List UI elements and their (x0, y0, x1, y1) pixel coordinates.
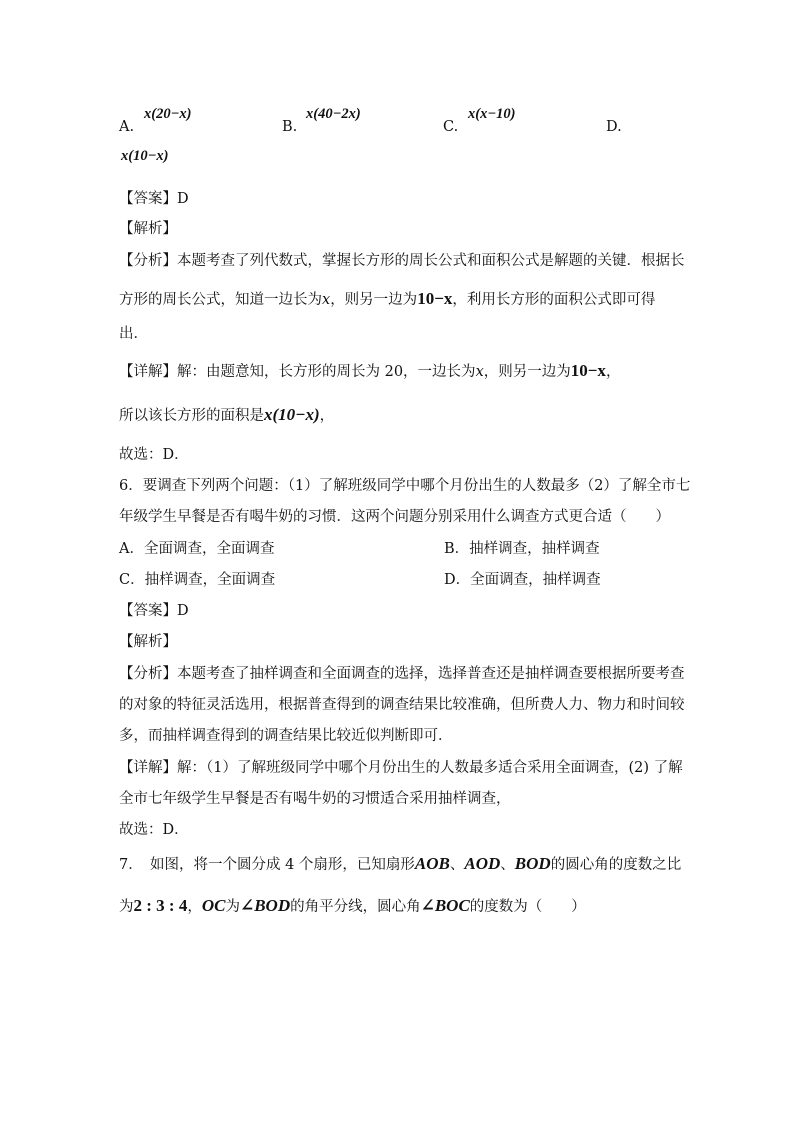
q6-analysis-line-2: 的对象的特征灵活选用，根据普查得到的调查结果比较准确，但所费人力、物力和时间较 (119, 697, 685, 713)
q6-option-d: D．全面调查，抽样调查 (444, 572, 601, 588)
q7-stem-line-1 (119, 853, 681, 874)
sector-aod: AOD (464, 854, 501, 873)
separator: 、 (500, 857, 515, 873)
separator: 、 (449, 857, 465, 873)
q6-option-c: C．抽样调查，全面调查 (119, 572, 276, 588)
variable-x: x (322, 292, 331, 308)
q6-option-a: A．全面调查，全面调查 (119, 541, 275, 557)
q5-analysis-line-1: 【分析】本题考查了列代数式，掌握长方形的周长公式和面积公式是解题的关键．根据长 (119, 253, 685, 269)
option-c-expression: x(x−10) (468, 106, 516, 122)
q6-analysis-line-1: 【分析】本题考查了抽样调查和全面调查的选择，选择普查还是抽样调查要根据所要考查 (119, 666, 685, 682)
q6-choose: 故选：D． (119, 822, 189, 838)
q5-detail-line-2 (119, 404, 334, 425)
q5-detail-line-1-part-a: 【详解】解：由题意知，长方形的周长为 20，一边长为 (119, 364, 476, 380)
q5-detail-line-2-part-b: ， (319, 408, 335, 424)
q5-detail-line-1-part-c: ， (605, 364, 621, 380)
q6-detail-line-2: 全市七年级学生早餐是否有喝牛奶的习惯适合采用抽样调查， (119, 791, 511, 807)
expression-area: x(10−x) (264, 405, 320, 424)
q6-stem-line-2: 年级学生早餐是否有喝牛奶的习惯．这两个问题分别采用什么调查方式更合适（ ） (119, 509, 670, 525)
sector-aob: AOB (414, 854, 450, 873)
q5-analysis-line-3: 出． (119, 326, 148, 342)
sector-bod: BOD (514, 854, 551, 873)
q7-stem-line-2 (119, 895, 586, 916)
segment-oc: OC (201, 896, 226, 915)
q7-stem-line-1-part-a: 7． 如图，将一个圆分成 4 个扇形，已知扇形 (119, 857, 415, 873)
option-a-expression: x(20−x) (144, 106, 192, 122)
option-b-label: B. (282, 119, 298, 135)
q6-analysis-title: 【解析】 (119, 634, 177, 650)
option-b-expression: x(40−2x) (306, 106, 361, 122)
q5-detail-line-1-part-b: ，则另一边为 (483, 364, 571, 380)
q5-analysis-title: 【解析】 (119, 221, 177, 237)
q7-stem-line-2-part-e: 的度数为（ ） (469, 899, 586, 915)
option-a-label: A. (119, 119, 135, 135)
q6-option-b: B．抽样调查，抽样调查 (444, 541, 600, 557)
option-c-label: C. (443, 119, 459, 135)
q5-analysis-line-2-part-b: ，则另一边为 (330, 292, 418, 308)
expression-10-minus-x: 10−x (417, 289, 453, 308)
q7-stem-line-2-part-b: ， (187, 899, 202, 915)
expression-10-minus-x: 10−x (570, 361, 606, 380)
option-d-label: D. (606, 119, 622, 135)
angle-bod: ∠BOD (239, 896, 291, 915)
q6-analysis-line-3: 多，而抽样调查得到的调查结果比较近似判断即可． (119, 728, 453, 744)
q7-stem-line-2-part-d: 的角平分线，圆心角 (290, 899, 421, 915)
option-d-expression: x(10−x) (121, 148, 169, 164)
ratio-expression: 2 : 3 : 4 (133, 896, 188, 915)
q7-stem-line-2-part-a: 为 (119, 899, 134, 915)
q7-stem-line-1-part-b: 的圆心角的度数之比 (550, 857, 682, 873)
q6-stem-line-1: 6．要调查下列两个问题：（1）了解班级同学中哪个月份出生的人数最多（2）了解全市七 (119, 478, 691, 494)
q6-detail-line-1: 【详解】解：（1）了解班级同学中哪个月份出生的人数最多适合采用全面调查，(2) 了解 (119, 760, 683, 776)
q5-choose: 故选：D． (119, 447, 189, 463)
q5-analysis-line-2-part-a: 方形的周长公式，知道一边长为 (119, 292, 322, 308)
variable-x: x (475, 364, 484, 380)
angle-boc: ∠BOC (420, 896, 470, 915)
q5-detail-line-2-part-a: 所以该长方形的面积是 (119, 408, 264, 424)
q5-answer: 【答案】D (119, 191, 189, 207)
q6-answer: 【答案】D (119, 603, 189, 619)
q7-stem-line-2-part-c: 为 (225, 899, 240, 915)
q5-detail-line-1 (119, 360, 620, 381)
q5-analysis-line-2 (119, 288, 655, 309)
q5-analysis-line-2-part-c: ，利用长方形的面积公式即可得 (452, 292, 656, 308)
